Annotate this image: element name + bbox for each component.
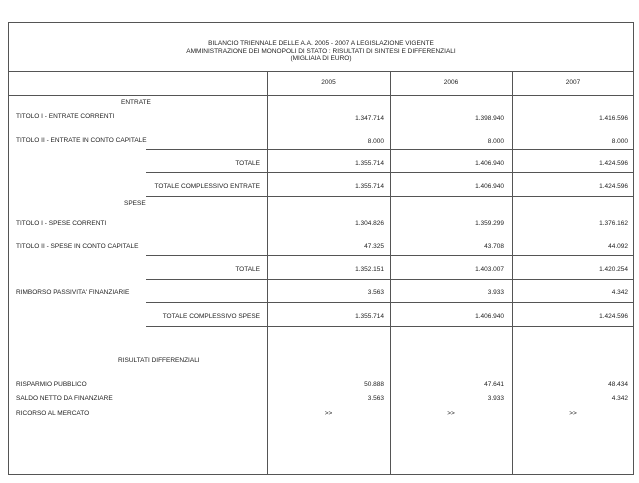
value-risparmio-2006: 47.641 bbox=[484, 381, 504, 388]
year-header-2006: 2006 bbox=[443, 79, 459, 86]
year-header-2007: 2007 bbox=[565, 79, 581, 86]
value-totale-spese-2005: 1.352.151 bbox=[355, 266, 384, 273]
value-risparmio-2007: 48.434 bbox=[608, 381, 628, 388]
row-label-titolo2-spese: TITOLO II - SPESE IN CONTO CAPITALE bbox=[16, 243, 139, 250]
value-risparmio-2005: 50.888 bbox=[364, 381, 384, 388]
value-totale-entrate-2006: 1.406.940 bbox=[475, 160, 504, 167]
value-rimborso-2007: 4.342 bbox=[611, 289, 628, 296]
value-totale-complessivo-spese-2005: 1.355.714 bbox=[355, 313, 384, 320]
value-titolo2-entrate-2006: 8.000 bbox=[487, 138, 504, 145]
section-spese: SPESE bbox=[124, 200, 146, 207]
title-divider bbox=[8, 71, 634, 72]
total-complessivo-entrate-rule bbox=[146, 196, 634, 197]
total-complessivo-spese-rule-bottom bbox=[146, 326, 634, 327]
value-titolo1-entrate-2005: 1.347.714 bbox=[355, 115, 384, 122]
value-totale-entrate-2007: 1.424.596 bbox=[599, 160, 628, 167]
value-rimborso-2005: 3.563 bbox=[367, 289, 384, 296]
value-titolo2-entrate-2005: 8.000 bbox=[367, 138, 384, 145]
value-titolo2-entrate-2007: 8.000 bbox=[611, 138, 628, 145]
row-label-ricorso: RICORSO AL MERCATO bbox=[16, 410, 90, 417]
value-saldo-2006: 3.933 bbox=[487, 395, 504, 402]
value-titolo1-spese-2007: 1.376.162 bbox=[599, 220, 628, 227]
header-divider bbox=[8, 95, 634, 96]
title-line-2: AMMINISTRAZIONE DEI MONOPOLI DI STATO : RISULTATI DI SINTESI E DIFFERENZIALI bbox=[186, 47, 456, 55]
row-label-totale-spese: TOTALE bbox=[235, 266, 260, 273]
row-label-totale-entrate: TOTALE bbox=[235, 160, 260, 167]
section-risultati-differenziali: RISULTATI DIFFERENZIALI bbox=[118, 357, 200, 364]
value-saldo-2007: 4.342 bbox=[611, 395, 628, 402]
row-label-titolo1-entrate: TITOLO I - ENTRATE CORRENTI bbox=[16, 113, 115, 120]
value-totale-complessivo-spese-2006: 1.406.940 bbox=[475, 313, 504, 320]
value-ricorso-2007: >> bbox=[569, 410, 577, 417]
row-label-titolo2-entrate: TITOLO II - ENTRATE IN CONTO CAPITALE bbox=[16, 137, 147, 144]
value-titolo2-spese-2005: 47.325 bbox=[364, 243, 384, 250]
total-complessivo-spese-rule-top bbox=[146, 302, 634, 303]
row-label-risparmio: RISPARMIO PUBBLICO bbox=[16, 381, 87, 388]
value-ricorso-2005: >> bbox=[324, 410, 333, 417]
value-rimborso-2006: 3.933 bbox=[487, 289, 504, 296]
total-entrate-rule-top bbox=[146, 149, 634, 150]
title-line-3: (MIGLIAIA DI EURO) bbox=[290, 55, 352, 62]
value-totale-complessivo-spese-2007: 1.424.596 bbox=[599, 313, 628, 320]
value-totale-spese-2007: 1.420.254 bbox=[599, 266, 628, 273]
value-totale-entrate-2005: 1.355.714 bbox=[355, 160, 384, 167]
value-totale-complessivo-entrate-2007: 1.424.596 bbox=[599, 183, 628, 190]
row-label-totale-complessivo-spese: TOTALE COMPLESSIVO SPESE bbox=[162, 313, 260, 320]
year-header-2005: 2005 bbox=[321, 79, 336, 86]
row-label-rimborso: RIMBORSO PASSIVITA' FINANZIARIE bbox=[16, 289, 130, 296]
value-saldo-2005: 3.563 bbox=[367, 395, 384, 402]
value-totale-complessivo-entrate-2005: 1.355.714 bbox=[355, 183, 384, 190]
total-entrate-rule-bottom bbox=[146, 172, 634, 173]
section-entrate: ENTRATE bbox=[121, 99, 151, 106]
value-titolo1-entrate-2006: 1.398.940 bbox=[475, 115, 504, 122]
value-titolo1-entrate-2007: 1.416.596 bbox=[599, 115, 628, 122]
value-titolo1-spese-2005: 1.304.826 bbox=[355, 220, 384, 227]
row-label-totale-complessivo-entrate: TOTALE COMPLESSIVO ENTRATE bbox=[154, 183, 260, 190]
value-totale-spese-2006: 1.403.007 bbox=[475, 266, 504, 273]
value-titolo1-spese-2006: 1.359.299 bbox=[475, 220, 504, 227]
value-titolo2-spese-2006: 43.708 bbox=[484, 243, 504, 250]
value-ricorso-2006: >> bbox=[447, 410, 455, 417]
document-title bbox=[8, 40, 634, 63]
row-label-titolo1-spese: TITOLO I - SPESE CORRENTI bbox=[16, 220, 107, 227]
value-totale-complessivo-entrate-2006: 1.406.940 bbox=[475, 183, 504, 190]
total-spese-rule-bottom bbox=[146, 279, 634, 280]
row-label-saldo: SALDO NETTO DA FINANZIARE bbox=[16, 395, 113, 402]
title-line-1: BILANCIO TRIENNALE DELLE A.A. 2005 - 2007 A LEGISLAZIONE VIGENTE bbox=[208, 40, 434, 47]
value-titolo2-spese-2007: 44.092 bbox=[608, 243, 628, 250]
total-spese-rule-top bbox=[146, 255, 634, 256]
